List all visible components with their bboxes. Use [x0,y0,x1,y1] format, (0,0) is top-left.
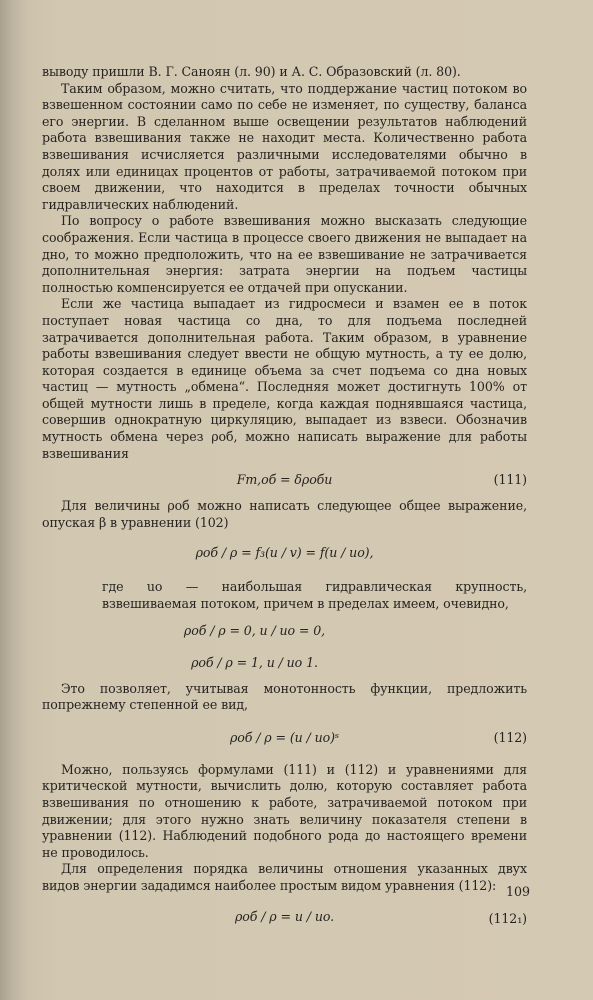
equation-111-formula: Fт,об = δρобu [236,472,333,488]
paragraph-6: где uo — наибольшая гидравлическая крупность, взвешиваемая потоком, причем в пределах имеем, очевидно, [102,579,527,612]
equation-general [42,535,527,575]
paragraph-5: Для величины ρоб можно написать следующее общее выражение, опуская β в уравнении (102) [42,498,527,530]
equation-112-1-number: (112₁) [488,910,527,926]
equation-112 [42,718,527,758]
equation-limit-2-formula: ρоб / ρ = 1, u / uo 1. [191,654,318,670]
paragraph-9: Для определения порядка величины отношения указанных двух видов энергии зададимся наиболее простым видом уравнения (112): [42,861,527,893]
equation-112-1 [42,899,527,939]
equation-112-number: (112) [493,729,527,745]
equation-111 [42,466,527,494]
equation-112-formula: ρоб / ρ = (u / uo)ˢ [229,729,340,745]
paragraph-7: Это позволяет, учитывая монотонность функции, предложить попрежнему степенной ее вид, [42,680,527,713]
equation-112-1-formula: ρоб / ρ = u / uo. [234,908,335,924]
equation-111-number: (111) [493,472,527,488]
equation-limit-2 [42,649,527,677]
equation-general-formula: ρоб / ρ = f₃(u / v) = f(u / uo), [195,545,374,561]
equation-limit-1 [42,617,527,645]
paragraph-8: Можно, пользуясь формулами (111) и (112) и уравнениями для критической мутности, вычислить долю, которую составляет работа взвешивания по отношению к работе, затрачиваемой потоком при движении; для этого нужно знать величину показателя степени в уравнении (112). Наблюдений подобного рода до настоящего времени не проводилось. [42,761,527,860]
page-text [42,64,527,943]
paragraph-4: Если же частица выпадает из гидросмеси и взамен ее в поток поступает новая частица со дна, то для подъема последней затрачивается дополнительная работа. Таким образом, в уравнение работы взвешивания следует ввести не общую мутность, а ту ее долю, которая создается в единице объема за счет подъема со дна новых частиц — мутность „обмена“. Последняя может достигнуть 100% от общей мутности лишь в пределе, когда каждая поднявшаяся частица, совершив однократную циркуляцию, выпадает из взвеси. Обозначив мутность обмена через ρоб, можно написать выражение для работы взвешивания [42,296,527,461]
paragraph-2: Таким образом, можно считать, что поддержание частиц потоком во взвешенном состоянии само по себе не изменяет, по существу, баланса его энергии. В сделанном выше освещении результатов наблюдений работа взвешивания также не находит места. Количественно работа взвешивания исчисляется различными исследователями обычно в долях или единицах процентов от работы, затрачиваемой потоком при своем движении, что находится в пределах точности обычных гидравлических наблюдений. [42,80,527,212]
paragraph-1: выводу пришли В. Г. Саноян (л. 90) и А. С. Образовский (л. 80). [42,64,461,79]
page-number: 109 [506,884,531,899]
paragraph-3: По вопросу о работе взвешивания можно высказать следующие соображения. Если частица в процессе своего движения не выпадает на дно, то можно предположить, что на ее взвешивание не затрачивается дополнительная энергия: затрата энергии на подъем частицы полностью компенсируется ее отдачей при опускании. [42,213,527,295]
equation-limit-1-formula: ρоб / ρ = 0, u / uo = 0, [183,622,326,638]
